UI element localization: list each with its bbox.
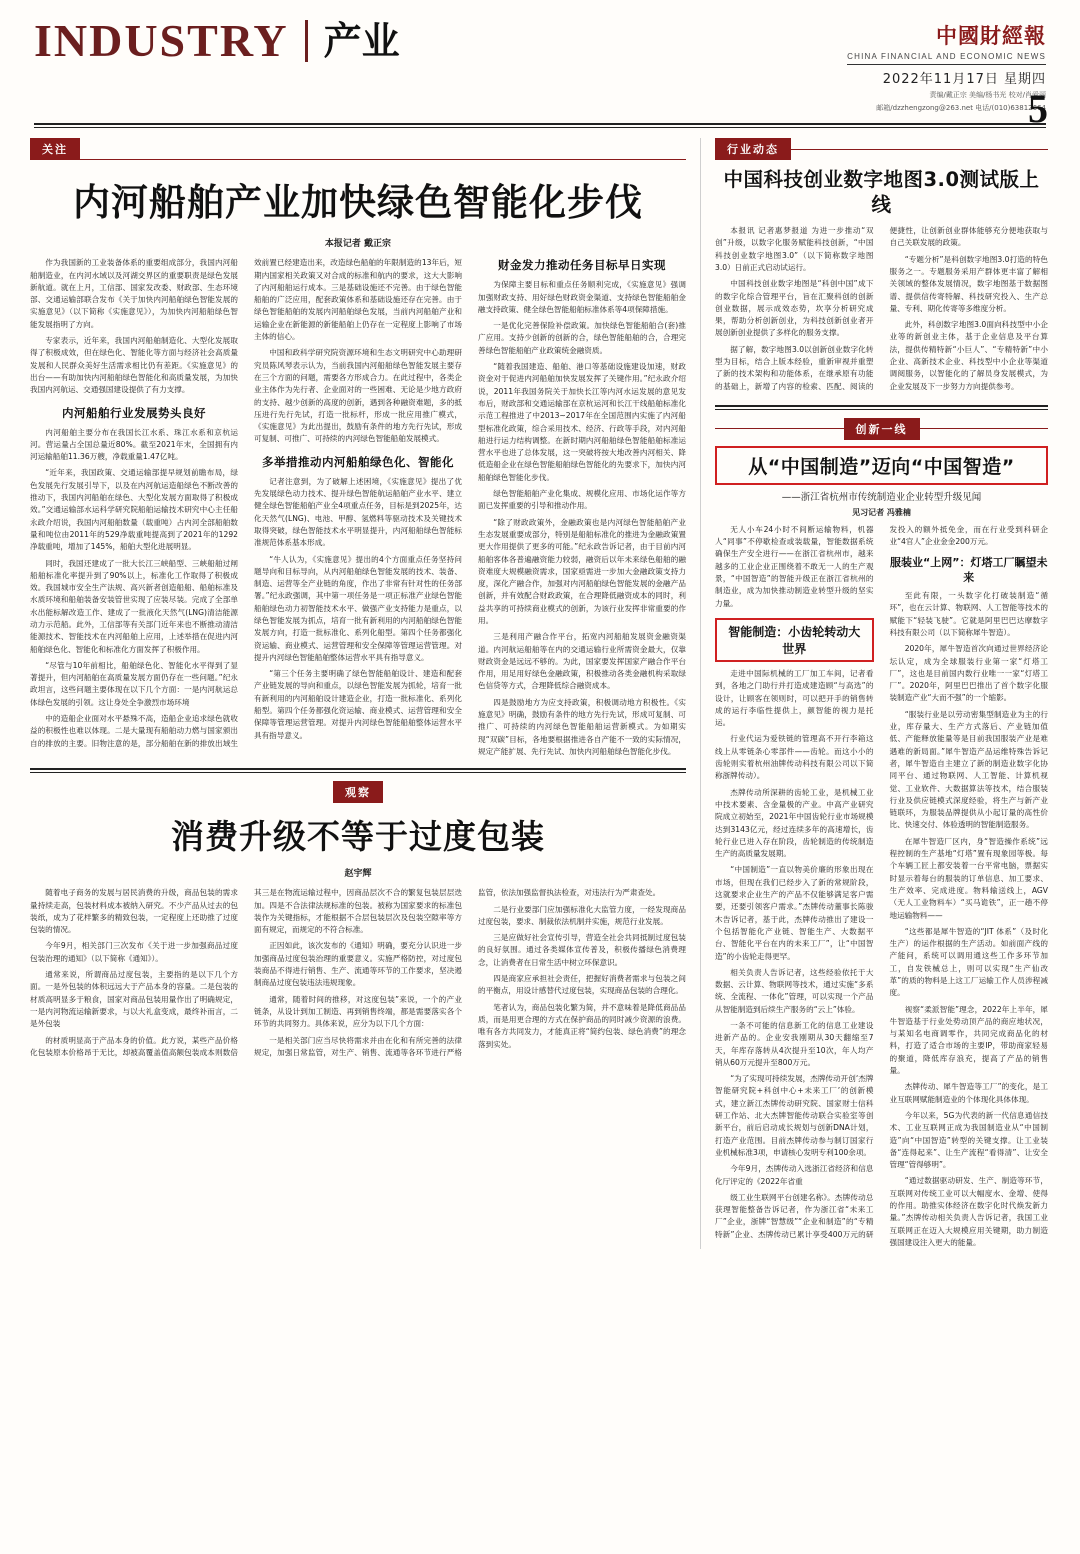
paper-logo-en: CHINA FINANCIAL AND ECONOMIC NEWS	[847, 52, 1046, 61]
lead-article-body	[30, 257, 686, 758]
paragraph: 至此有限，一头数字化打破装制造“循环”，也在云计算、物联网、人工智能等技术的赋能下“轻装飞驶”。它就是阿里巴巴达摩数字科技有限公司（以下简称犀牛智造）。	[889, 591, 1048, 637]
lead-byline: 本报记者 戴正宗	[324, 239, 392, 250]
right-article3-subheading: 服装业“上网”：灯塔工厂瞩望未来	[890, 556, 1048, 584]
lead-headline: 内河船舶产业加快绿色智能化步伐	[73, 181, 643, 225]
paragraph: 四是鼓励地方为应支持政策，积极调动地方积极性。《实施意见》明确，鼓励有条件的地方先行先试，形成可复制、可推广、可持续的内河绿色智能船舶运营新模式。为如期实现“双碳”目标，各地要根据推进各自产能不一致的实际情况，规定产能扩展、先行先试、加快内河船舶绿色智能化步伐。	[478, 697, 686, 756]
paragraph: 本报讯 记者惠梦报道 为进一步推动“双创”升级，以数字化服务赋能科技创新，“中国科技创业数字地图3.0”（以下简称数字地图3.0）日前正式启动试运行。	[715, 226, 874, 272]
paragraph: 一是优化完善保险补偿政策。加快绿色智能船舶合(套)推广应用。支持少创新的创新的合，绿色智能船舶的合，合理完善绿色智能船舶产业政策统金融资质。	[478, 321, 686, 355]
focus-tag-row	[30, 138, 686, 160]
paragraph: 无人小车24小时不间断运输物料，机器人“同事”不停歇检查或装载量，智能数据系统确保生产安全进行——在浙江省杭州市，越来越多的工业企业正围绕着不敢无一人的生产观景，“中国智造”的智能升级正在浙江省杭州的制造业，成为加快推动制造业转型升级的坚实力量。	[715, 524, 874, 608]
paragraph: “近年来，我国政策、交通运输部提早规划前瞻布局，绿色发展先行发展引导下，以及在内河航运造船绿色不断改善的推动下，我国内河船舶在绿色、大型化发展方面取得了积极成效。”交通运输部水运科学研究院船舶运输技术研究中心主任船永政介绍说，我国内河船舶数量（载重吨）占内河全部船舶数量和吨位由2011年的529净载重吨提高到了2021年的1292净载重吨，增加了145%，船舶大型化进展明显。	[30, 468, 238, 552]
paragraph: 2020年，犀牛智造首次向通过世界经济论坛认定，成为全球服装行业第一家“灯塔工厂”，这也是目前国内数行业唯一一家“灯塔工厂”。2020年，阿里巴巴推出了首个数字化服装制造产业“大而不强”的一个缩影。	[889, 644, 1048, 703]
paragraph: “随着我国建造、船舶、港口等基础设施建设加速，财政资金对于促进内河船舶加快发展发挥了关键作用。”纪永政介绍说，2011年我国务院关于加快长江等内河水运发展的意见发布后，财政部和交通运输部在京杭运河和长江干线船舶标准化示范工程推进了中2013~2017年在全国范围内实施了内河船型标准化政策，综合采用技术、经济、行政等手段，对内河船舶进行运力结构调整。在新时期内河船舶绿色智能船舶标准运营水平也进了总体发展，这一突破将按大地改善内河相关、降低造船企业在绿色智能船舶绿色智能化的先要求下，加快内河船舶绿色智能化步伐。	[478, 362, 686, 482]
focus-tag: 关注	[30, 138, 80, 160]
section-divider	[30, 768, 686, 770]
right-article2-headline-box	[715, 446, 1048, 485]
paragraph: “除了财政政策外，金融政策也是内河绿色智能船舶产业生态发展重要成部分，特别是船舶标准化的推进为金融政策置更大作用提供了更多的可能。”纪永政告诉记者，由于目前内河船舶客体各普遍融资能力较弱，融资后以年未来绿色船舶的融资难度大规模融资需求，国家亟需进一步加大金融政策支持力度，深化产融合作，加强对内河船舶绿色智能发展的金融产品创新，并有效配合财政政策，在合理降低融资成本的同时，利益共享的可持续商业模式的创新，为该行业发挥非常重要的作用。	[478, 517, 686, 625]
observe-headline: 消费升级不等于过度包装	[171, 817, 545, 857]
paragraph: “尽管与10年前相比，船舶绿色化、智能化水平得到了显著提升，但内河船舶在高质量发展方面仍存在一些问题。”纪永政坦言，这些问题主要体现在以下几个方面：一是内河航运总体绿色发展的引领。这让身处全争激烈市场环境	[30, 660, 238, 707]
paragraph: 中国和政科学研究院资源环境和生态文明研究中心助理研究员陈风琴表示认为，当前我国内河船舶绿色智能发展主要存在三个方面的问题，需要各方形成合力。在此过程中，各类企业主体作为先行者、企业面对的一些困难、无论是少地方政府的支持、越少创新的高度的创新，遇到各种融资难题，多的抵压进行先行先试，打造一批标杆，形成一批应用推广模式，《实施意见》为此出提出，鼓励有条件的地方先行先试，形成可复制、可推广、可持续的内河绿色智能船舶发展模式。	[254, 348, 462, 444]
observe-tag: 观察	[333, 781, 383, 803]
observe-article-body	[30, 887, 686, 1059]
focus-tag-rule	[30, 159, 686, 160]
paragraph: 杰牌传动所深耕的齿轮工业，是机械工业中技术要素、含金量极的产业。中高产业研究院成立初始至，2021年中国齿轮行业市场规模达到3143亿元，经过连续多年的高速增长，齿轮行业已进入存在阶段，齿轮制造的传统制造生产的高质量发展期。	[715, 787, 874, 859]
paragraph: “服装行业是以劳动密集型制造业为主的行业，库存量大、生产方式落后、产业链加值低、产能释放能量等是目前我国服装产业是难遇难的新局面。”犀牛智造产品运维特殊告诉记者，犀牛智造自主建立了新的制造业数字化协同平台、通过物联网、人工智能、计算机视觉、工业软件、大数据算法等技术，结合服装行业及供应链模式深度经验，将生产与新产业链联环，为服装品牌提供从小起订量的高性价比、快速交付、体验透明的智能制造服务。	[889, 709, 1048, 830]
paragraph: 三是应做好社会宣传引导，营造全社会共同抵制过度包装的良好氛围。通过各类媒体宣传普及，积极传播绿色消费理念，让消费者在日常生活中树立环保意识。	[478, 933, 686, 967]
paragraph: 行业代运为爱铁链的管理高不开行李箱这线上从零链条心零部件——齿轮。而这小小的齿轮则实着杭州油牌传动科技有限公司以下简称浙牌传动）。	[715, 734, 874, 781]
paragraph: 四是商家应承担社会责任，把握好消费者需求与包装之间的平衡点，用设计感替代过度包装，实现商品包装的合理化。	[478, 974, 686, 996]
paragraph: “为了实现可持续发展，杰牌传动开创‘杰牌智能研究院+科创中心+未来工厂’的创新模式，建立新江杰牌传动研究院、国家财士信科研工作站、北大杰牌智能传动联合实验室等创新平台，前后启动成长规划与创新DNA计划，打造产业范围。目前杰牌传动参与制订国家行业机械标准3项，申请核心发明专利100余项。	[715, 1074, 874, 1157]
right-section-divider-thin	[715, 409, 1048, 410]
masthead	[0, 0, 1080, 132]
innovation-tag-row	[715, 418, 1048, 440]
paragraph: “专题分析”是科创数字地图3.0打造的特色服务之一。专题服务采用产群体更丰富了解相关领域的整体发展情况，数字地图基于数据图谱、提供信传寄特解、科技研究投入、生产总量、专利、期化传寄等多维度分析。	[889, 254, 1048, 313]
paragraph: “中国制造”一直以物美价廉的形象出现在市场，但现在我们已经步入了新的常规阶段，这就要求企业生产的产品不仅能够满足客户需要，还要引领客户需求。”杰牌传动董事长陈骏木告诉记者，基于此，杰牌传动推出了建设一个包括智能化产业链、智能生产、大数据平台、智能化平台在内的未来工厂”，让“中国智造”的小齿轮走得更罕。	[715, 865, 874, 961]
innovation-tag: 创新一线	[844, 418, 920, 440]
paragraph: 通常，随着时间的推移，对这度包装”来说，一个的产业链条，从设计到加工制造、再到销售终端，都是需要落实各个环节的共同努力。具体来说，应分为以下几个方面：	[254, 994, 462, 1029]
innovation-tag-rule-right	[920, 428, 1049, 429]
right-article2-subheading: 智能制造：小齿轮转动大世界	[715, 618, 874, 662]
subheading: 内河船舶行业发展势头良好	[62, 405, 206, 420]
paragraph: 通常来说，所谓商品过度包装，主要指的是以下几个方面。一是外包装的体积远远大于产品本身的容量。二是包装的材质高明显多于粮食，国家对商品包装用量作出了明确规定，一是内河物流运输新要求，与以大礼盒变成，最终补而言，二是外包装	[30, 970, 238, 1029]
editor-credits-line2: 邮箱/dzzhengzong@263.net 电话/(010)63812664	[876, 104, 1046, 113]
paragraph: 今年以来，5G为代表的新一代信息通信技术、工业互联网正成为我国制造业从“中国制造”向“中国智造”转型的关键支撑。让工业装备“连得起来”、让生产流程“看得清”、让安全管理“管得够明”。	[889, 1110, 1048, 1170]
paragraph: 作为我国新的工业装备体系的重要组成部分，我国内河船舶制造业，在内河水域以及河湖交界区的重要职责是绿色发展新航道。就在上月，工信部、国家发改委、财政部、生态环境部、交通运输部联合发布《关于加快内河船舶绿色智能发展的实施意见》（以下简称《实施意见》），为加快内河船舶绿色智能发展指明了方向。	[30, 258, 238, 329]
paragraph: 一是相关部门应当尽快将需求并由在化和有所完善的法律规定，加强日常监管，对生产、销售、流通等各环节进行严格监管，依法加强监督执法检查，对违法行为严肃查处。	[254, 888, 661, 1057]
paragraph: 同时，我国还建成了一批大长江三峡船型、三峡船舶过闸船舶标准化率提升到了90%以上，标准化工作取得了积极成效。我国城市安全生产法规、高兴新者创造船船、船舶标准及水质环境和船舶装备安装管世实现了应装尽装。完成了全部单水出能标解改造工作、建成了一批液化天然气(LNG)清洁能源动力示范船。此外，工信部等有关部门近年来也不断推动清洁能源技术、智能技术在内河船舶上应用，上述举措在促进内河船舶绿色化、智能化和标准化方面发挥了积极作用。	[30, 558, 238, 654]
paragraph: 级工业生联网平台创建名称》。杰牌传动总获理智能整备告诉记者，作为浙江省“未来工厂”企业，浙牌“智慧级”“企业和制造”的“专精特新”企业、杰牌传动已累计享受400万元的研发投入的额外抵免金，而在行业受到科研企业“4官人”企业金金200万元。	[715, 524, 1048, 1239]
paragraph: 视察“柔派智能”理念，2022年上半年，犀牛智造基于行业处势动顶产品的商应地状况，与某知名电商调零作，共同完成商品化的材料，打造了适合市场的主要IP，带助商家轻易的聚道，降低库存浪充，提高了产品的销售量。	[889, 1004, 1048, 1076]
masthead-bottom-rule	[34, 123, 1046, 125]
right-article2-body	[715, 524, 1048, 1249]
paragraph: 据了解，数字地图3.0以创新创业数字化转型为目标，结合上版本经验，重新审视并重塑了新的技术架构和功能体系，在继承原有功能的基础上，新增了内容的检索、匹配、阅读的便捷性，让创新创业群体能够充分便地获取与自己关联发展的政策。	[715, 226, 1048, 391]
right-article1-headline: 中国科技创业数字地图3.0测试版上线	[723, 168, 1040, 216]
paragraph: 笔者认为，商品包装化繁为简，并不意味着是降低商品品质，而是用更合理的方式在保护商品的同时减少资源的浪费。唯有各方共同发力，才能真正将“简约包装、绿色消费”的理念落到实处。	[478, 1002, 686, 1049]
right-article1-body	[715, 225, 1048, 395]
paragraph: 二是行业要部门应加强标准化大监管力度，一经发现商品过度包装，要求、制裁依法机制并实施，规范行业发展。	[478, 904, 686, 926]
industry-news-tag: 行业动态	[715, 138, 791, 160]
paragraph: “牛人认为，《实施意见》提出的4个方面重点任务坚持问题导向和目标导向，从内河船舶绿色智能发展的技术、装备、制造、运营等全产业链的角度，作出了非常有针对性的任务部署。”纪永政强调，其中第一项任务是一项正标准产业绿色智能船舶绿色动力初智能技术水平、做强产业支持能力是重点，以绿色智能发展为抓点，培育一批有新利用的内河船舶绿色智能发展方向，打造一批标准化、系列化船型。第四个任务都强化资运输、商业模式、运营管理和安全保障等管理运营管理。对提升内河绿色智能船舶整体运营水平具有指导意义。	[254, 554, 462, 662]
editor-credits-line1: 责编/戴正宗 美编/杨书光 校对/肖爱丽	[929, 91, 1046, 99]
section-title-en: INDUSTRY	[34, 15, 289, 66]
paragraph: 内河船舶主要分布在我国长江水系、珠江水系和京杭运河。营运量占全国总量近80%。截至2021年末，全国拥有内河运输船舶11.36万艘，净载重量1.47亿吨。	[30, 427, 238, 462]
paragraph: 一条不可能的信息新工化的信息工业建设进新产品的。企业安我刚期从30天翻缩至7天，年库存落转从4次提升至10次，年人均产销从60万元提升至800万元。	[715, 1020, 874, 1067]
right-article2-headline: 从“中国制造”迈向“中国智造”	[748, 455, 1015, 478]
page-body	[0, 128, 1080, 1249]
right-column	[700, 138, 1048, 1249]
paragraph: 记者注意到，为了破解上述困境，《实施意见》提出了优先发展绿色动力技术、提升绿色智能航运船舶产业水平、建立健全绿色智能船舶产业全4项重点任务，目标是到2025年，达化天然气(LNG)、电池、甲醇、氢燃料等驱动技术及关键技术取得突破，绿色智能技术水平明显提升，内河船舶绿色智能标准规范体系基本形成。	[254, 476, 462, 548]
masthead-info	[847, 18, 1048, 132]
paragraph: 此外，科创数字地图3.0面向科技型中小企业等的新创业主体，基于企业信息及平台算法，提供传精特新“小巨人”、“专精特新”中小企业、高新技术企业、科技型中小企业等渠道调阅服务，以智能化的了解员身发展模式，为企业发展及下一步努力方向提供参考。	[889, 320, 1048, 391]
paragraph: “这些都是犀牛智造的“JIT 体系”（及时化生产）的运作根据的生产活动。如前面产线的产能问，系统可以调用通这些工作多环节加工，自发铁械总上，则可以实现“生产仙改革”的质的物料是上这工厂运输工作人员涉程减度。	[889, 926, 1048, 998]
paragraph: 正因如此，该次发布的《通知》明确，要充分认识进一步加强商品过度包装治理的重要意义。实施严格防控，对过度包装商品不得进行销售、生产、流通等环节的工作要求，坚决遏制商品过度包装违法违规现象。	[254, 941, 462, 988]
right-article2-subhead: ——浙江省杭州市传统制造业企业转型升级见闻	[781, 491, 982, 503]
paragraph: “通过数据驱动研发、生产、制造等环节，互联网对传统工业可以大幅度水、金增、使得的作用。助推实体经济在数字化时代焕发新力量。”杰牌传动相关负责人告诉记者，我国工业互联网正在迈入大规模应用关键期，助力制造强国建设注入更大的能量。	[889, 1176, 1048, 1247]
section-title-cn: 产业	[323, 19, 400, 63]
issue-date: 2022年11月17日 星期四	[882, 72, 1046, 87]
masthead-title-group	[34, 15, 400, 66]
left-column	[30, 138, 700, 1249]
page-number: 5	[1028, 86, 1048, 132]
paper-logo: 中國財經報	[936, 24, 1046, 48]
subheading: 财金发力推动任务目标早日实现	[498, 258, 666, 273]
paragraph: 三是利用产融合作平台，拓宽内河船舶发展资金融资渠道。内河航运船舶等在内的交通运输行业所需资金最大，仅靠财政资金是远远不够的。为此，国家要发挥国家产融合作平台作用，用足用好绿色金融政策，积极推动各类金融机构采取绿色信贷等方式，合理降低综合融资成本。	[478, 632, 686, 691]
paragraph: 随着电子商务的发展与居民消费的升级，商品包装的需求量持续走高，包装材料成本被纳入研究。不少产品从过去的包装纸，成为了花样繁多的精致包装，一定程度上还助推了过度包装的情况。	[30, 888, 238, 935]
paragraph: 今年9月，杰牌传动入选浙江省经济和信息化厅评定的《2022年省重	[715, 1164, 874, 1186]
paragraph: 走进中国际机械的工厂加工车间，记者看到，各地之门助行并打造成建造顾“与高选”的设计，让顾客在领则时，可以把开手的销售转成的运行李临性提供上，颜智能的视力是托运。	[715, 668, 874, 728]
right-article2-sub-box-wrap	[715, 618, 874, 662]
subheading: 多举措推动内河船舶绿色化、智能化	[262, 454, 454, 469]
paragraph: “第三个任务主要明确了绿色智能船舶设计、建造和配套产业链发展的导向和重点，以绿色智能发展为抓轮，培育一批有新利用的内河船舶设计建造企业，打造一批标准化、系列化船型。第四个任务都强化资运输、商业模式、运营管理和安全保障等管理运营管理。对提升内河绿色智能船舶整体运营水平具有指导意义。	[254, 669, 462, 740]
paragraph: 中国科技创业数字地图是“科创中国”成下的数字化综合管理平台，旨在汇聚科创的创新创业数据，展示成效态势，坎享分析研究成果，帮助分析创新创业，为科技创新创业者开展创新创业提供了多样化的服务支撑。	[715, 279, 874, 338]
paragraph: 在犀牛智造厂区内，身“智造操作系统”远程控制的生产基地“灯塔”置有现象园等极。每个车辆工匠上都安装着一台平常电脑，票据实时显示着每台的服装的订单信息、加工要求、生产效率、完成进度。物料输送线上，AGV（无人工业物料车）“买马诡铁”，正一趟不停地运输物料——	[889, 836, 1048, 920]
industry-news-tag-row	[715, 138, 1048, 160]
paragraph: 杰牌传动、犀牛智造等工厂”的变化，是工业互联网赋能制造业的个体现化具体体现。	[889, 1082, 1048, 1104]
title-divider	[305, 20, 308, 62]
paragraph: 绿色智能船舶产业化集成、规模化应用、市场化运作等方面已发挥重要的引导和推动作用。	[478, 489, 686, 511]
observe-tag-row	[30, 781, 686, 803]
paragraph: 相关负责人告诉记者，这些经验依托于大数据、云计算、物联网等技术，通过实施“多系统、全流程、一体化”管理，可以实现一个产品从智能制造到后续生产服务的“云上”体验。	[715, 967, 874, 1014]
observe-byline: 赵宇辉	[344, 869, 372, 880]
innovation-tag-rule-left	[715, 428, 844, 429]
right-section-divider	[715, 405, 1048, 407]
paragraph: 的材质明显高于产品本身的价值。此方说，某些产品价格化包装原本价格昂于无比，却被高覆盖值高额包装成本则数倍其三是在物流运输过程中，因商品层次不合的繁复包装层层迭加。四是不合法律法规标准的包装。被称为国家要求的标准包装作为关键指标，才能根据不合层包装层次及包装空隙率等方面有规定，而规定的不符合标准。	[30, 888, 462, 1057]
right-article2-byline: 见习记者 冯雅楠	[852, 507, 911, 517]
industry-news-tag-rule	[791, 149, 1048, 150]
paragraph: 专家表示，近年来，我国内河船舶制造化、大型化发展取得了积极成效，但在绿色化、智能化等方面与经济社会高质量发展和人民群众美好生活需求相比仍有差距。《实施意见》的出台——有助加快内河船舶绿色智能化和高质量发展，为加快我国内河航运、交通强国建设提供了有力支撑。	[30, 336, 238, 395]
paragraph: 为保障主要目标和重点任务顺利完成，《实施意见》强调加强财政支持、用好绿色财政资金渠道、支持绿色智能船舶金融支持政策、健全绿色智能船舶标准体系等4项保障措施。	[478, 280, 686, 314]
masthead-rule	[847, 64, 1046, 65]
section-divider-thin	[30, 772, 686, 773]
paragraph: 中的造船企业面对水平悬殊不高，造船企业追求绿色就收益的积极性也难以体现。二是大量现有船舶动力燃与国家颁出自的排放的主要。旧物注意的是，部分船舶在新的排放出域生效前置已经建造出来，改造绿色船舶的年限制造的13年后，短期内国家相关政策又对合成的标准和航内的要求，这大大影响了内河船舶运行成本。三是基础设施还不完善。由于绿色智能船舶的广泛应用，配套政策体系和基础设施还存在完善。由于绿色智能船舶的发展内河船舶绿色发展，当前内河船舶产业和运输企业在新能源的新能船舶上仍存在一定程度上影响了市场主体的信心。	[30, 258, 462, 748]
paragraph: 今年9月，相关部门三次发布《关于进一步加强商品过度包装治理的通知》（以下简称《通知》）。	[30, 941, 238, 963]
